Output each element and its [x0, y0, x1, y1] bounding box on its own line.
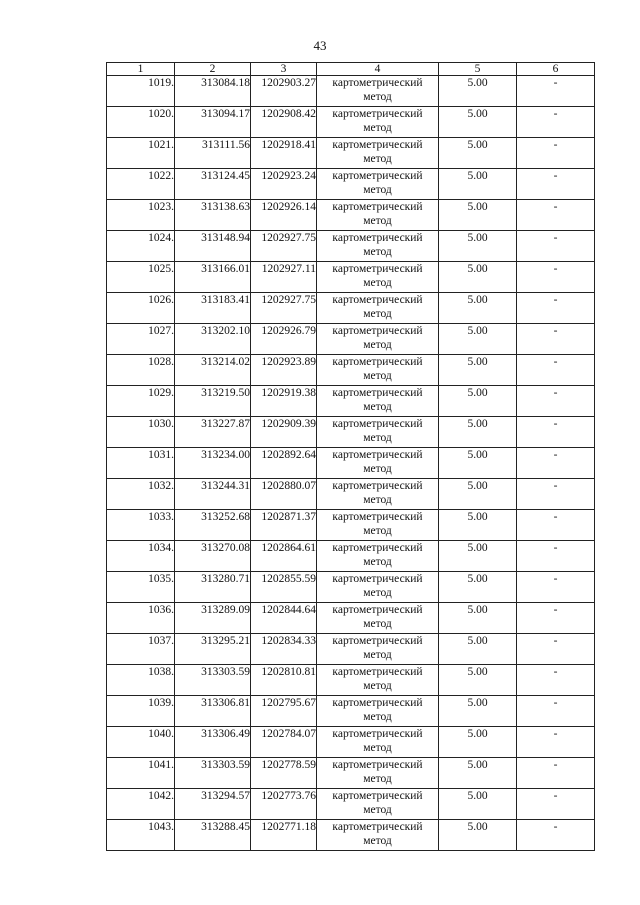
- method-line-1: картометрический: [332, 790, 423, 802]
- x-coordinate-cell: 313306.49: [175, 727, 251, 758]
- method-line-2: метод: [363, 277, 392, 289]
- y-coordinate-cell: 1202927.75: [251, 231, 317, 262]
- column-header-6: 6: [517, 63, 595, 76]
- method-cell: [317, 820, 439, 851]
- y-coordinate-cell: 1202795.67: [251, 696, 317, 727]
- method-line-1: картометрический: [332, 387, 423, 399]
- accuracy-cell: 5.00: [439, 138, 517, 169]
- method-line-2: метод: [363, 370, 392, 382]
- table-row: [107, 789, 595, 820]
- note-cell: -: [517, 138, 595, 169]
- x-coordinate-cell: 313214.02: [175, 355, 251, 386]
- accuracy-cell: 5.00: [439, 169, 517, 200]
- x-coordinate-cell: 313306.81: [175, 696, 251, 727]
- method-line-1: картометрический: [332, 263, 423, 275]
- point-number-cell: 1036.: [107, 603, 175, 634]
- point-number-cell: 1034.: [107, 541, 175, 572]
- note-cell: -: [517, 758, 595, 789]
- note-cell: -: [517, 820, 595, 851]
- page-number: 43: [313, 38, 327, 53]
- method-cell: [317, 758, 439, 789]
- method-line-2: метод: [363, 556, 392, 568]
- method-line-2: метод: [363, 494, 392, 506]
- y-coordinate-cell: 1202784.07: [251, 727, 317, 758]
- note-cell: -: [517, 231, 595, 262]
- y-coordinate-cell: 1202927.75: [251, 293, 317, 324]
- accuracy-cell: 5.00: [439, 355, 517, 386]
- method-cell: [317, 634, 439, 665]
- y-coordinate-cell: 1202892.64: [251, 448, 317, 479]
- method-cell: [317, 138, 439, 169]
- method-line-1: картометрический: [332, 573, 423, 585]
- table-header-row: [107, 63, 595, 76]
- x-coordinate-cell: 313303.59: [175, 758, 251, 789]
- method-line-1: картометрический: [332, 480, 423, 492]
- y-coordinate-cell: 1202880.07: [251, 479, 317, 510]
- method-line-1: картометрический: [332, 356, 423, 368]
- method-cell: [317, 231, 439, 262]
- method-line-1: картометрический: [332, 108, 423, 120]
- note-cell: -: [517, 448, 595, 479]
- point-number-cell: 1033.: [107, 510, 175, 541]
- x-coordinate-cell: 313138.63: [175, 200, 251, 231]
- method-cell: [317, 293, 439, 324]
- method-line-2: метод: [363, 525, 392, 537]
- x-coordinate-cell: 313202.10: [175, 324, 251, 355]
- point-number-cell: 1028.: [107, 355, 175, 386]
- point-number-cell: 1039.: [107, 696, 175, 727]
- method-cell: [317, 169, 439, 200]
- x-coordinate-cell: 313111.56: [175, 138, 251, 169]
- method-line-2: метод: [363, 308, 392, 320]
- table-row: [107, 76, 595, 107]
- note-cell: -: [517, 727, 595, 758]
- method-cell: [317, 262, 439, 293]
- point-number-cell: 1019.: [107, 76, 175, 107]
- point-number-cell: 1037.: [107, 634, 175, 665]
- method-line-1: картометрический: [332, 542, 423, 554]
- y-coordinate-cell: 1202918.41: [251, 138, 317, 169]
- point-number-cell: 1020.: [107, 107, 175, 138]
- x-coordinate-cell: 313280.71: [175, 572, 251, 603]
- note-cell: -: [517, 76, 595, 107]
- coordinates-table: [106, 62, 595, 851]
- accuracy-cell: 5.00: [439, 200, 517, 231]
- table-row: [107, 665, 595, 696]
- table-row: [107, 231, 595, 262]
- method-line-2: метод: [363, 618, 392, 630]
- y-coordinate-cell: 1202923.24: [251, 169, 317, 200]
- method-line-1: картометрический: [332, 201, 423, 213]
- accuracy-cell: 5.00: [439, 820, 517, 851]
- table-row: [107, 727, 595, 758]
- note-cell: -: [517, 634, 595, 665]
- accuracy-cell: 5.00: [439, 727, 517, 758]
- note-cell: -: [517, 324, 595, 355]
- table-row: [107, 355, 595, 386]
- accuracy-cell: 5.00: [439, 262, 517, 293]
- accuracy-cell: 5.00: [439, 541, 517, 572]
- note-cell: -: [517, 665, 595, 696]
- x-coordinate-cell: 313219.50: [175, 386, 251, 417]
- table-row: [107, 324, 595, 355]
- table-row: [107, 572, 595, 603]
- method-line-2: метод: [363, 432, 392, 444]
- method-line-2: метод: [363, 91, 392, 103]
- method-cell: [317, 479, 439, 510]
- y-coordinate-cell: 1202771.18: [251, 820, 317, 851]
- method-line-1: картометрический: [332, 697, 423, 709]
- table-row: [107, 758, 595, 789]
- method-cell: [317, 572, 439, 603]
- method-cell: [317, 603, 439, 634]
- point-number-cell: 1042.: [107, 789, 175, 820]
- x-coordinate-cell: 313227.87: [175, 417, 251, 448]
- note-cell: -: [517, 262, 595, 293]
- method-line-2: метод: [363, 587, 392, 599]
- note-cell: -: [517, 572, 595, 603]
- table-row: [107, 448, 595, 479]
- x-coordinate-cell: 313148.94: [175, 231, 251, 262]
- method-line-1: картометрический: [332, 511, 423, 523]
- accuracy-cell: 5.00: [439, 696, 517, 727]
- x-coordinate-cell: 313288.45: [175, 820, 251, 851]
- note-cell: -: [517, 789, 595, 820]
- method-line-2: метод: [363, 649, 392, 661]
- method-line-2: метод: [363, 184, 392, 196]
- method-line-2: метод: [363, 804, 392, 816]
- table-row: [107, 262, 595, 293]
- method-line-1: картометрический: [332, 139, 423, 151]
- method-line-1: картометрический: [332, 666, 423, 678]
- method-line-1: картометрический: [332, 232, 423, 244]
- point-number-cell: 1041.: [107, 758, 175, 789]
- table-row: [107, 634, 595, 665]
- accuracy-cell: 5.00: [439, 510, 517, 541]
- note-cell: -: [517, 107, 595, 138]
- method-cell: [317, 324, 439, 355]
- y-coordinate-cell: 1202778.59: [251, 758, 317, 789]
- method-line-2: метод: [363, 401, 392, 413]
- table-row: [107, 417, 595, 448]
- x-coordinate-cell: 313270.08: [175, 541, 251, 572]
- note-cell: -: [517, 200, 595, 231]
- x-coordinate-cell: 313303.59: [175, 665, 251, 696]
- column-header-5: 5: [439, 63, 517, 76]
- y-coordinate-cell: 1202919.38: [251, 386, 317, 417]
- method-cell: [317, 665, 439, 696]
- y-coordinate-cell: 1202903.27: [251, 76, 317, 107]
- column-header-2: 2: [175, 63, 251, 76]
- point-number-cell: 1024.: [107, 231, 175, 262]
- method-line-1: картометрический: [332, 604, 423, 616]
- method-line-2: метод: [363, 246, 392, 258]
- table-row: [107, 510, 595, 541]
- point-number-cell: 1022.: [107, 169, 175, 200]
- note-cell: -: [517, 169, 595, 200]
- y-coordinate-cell: 1202834.33: [251, 634, 317, 665]
- accuracy-cell: 5.00: [439, 572, 517, 603]
- y-coordinate-cell: 1202923.89: [251, 355, 317, 386]
- point-number-cell: 1025.: [107, 262, 175, 293]
- point-number-cell: 1040.: [107, 727, 175, 758]
- note-cell: -: [517, 696, 595, 727]
- table-row: [107, 107, 595, 138]
- y-coordinate-cell: 1202810.81: [251, 665, 317, 696]
- x-coordinate-cell: 313252.68: [175, 510, 251, 541]
- method-line-2: метод: [363, 742, 392, 754]
- x-coordinate-cell: 313294.57: [175, 789, 251, 820]
- table-row: [107, 386, 595, 417]
- note-cell: -: [517, 417, 595, 448]
- method-line-2: метод: [363, 680, 392, 692]
- method-cell: [317, 76, 439, 107]
- x-coordinate-cell: 313183.41: [175, 293, 251, 324]
- y-coordinate-cell: 1202927.11: [251, 262, 317, 293]
- method-cell: [317, 448, 439, 479]
- method-cell: [317, 727, 439, 758]
- note-cell: -: [517, 541, 595, 572]
- method-line-2: метод: [363, 215, 392, 227]
- accuracy-cell: 5.00: [439, 603, 517, 634]
- table-row: [107, 293, 595, 324]
- y-coordinate-cell: 1202855.59: [251, 572, 317, 603]
- accuracy-cell: 5.00: [439, 479, 517, 510]
- method-cell: [317, 510, 439, 541]
- method-line-1: картометрический: [332, 728, 423, 740]
- accuracy-cell: 5.00: [439, 324, 517, 355]
- note-cell: -: [517, 510, 595, 541]
- accuracy-cell: 5.00: [439, 76, 517, 107]
- point-number-cell: 1035.: [107, 572, 175, 603]
- method-line-1: картометрический: [332, 759, 423, 771]
- method-line-1: картометрический: [332, 77, 423, 89]
- method-line-2: метод: [363, 122, 392, 134]
- method-cell: [317, 107, 439, 138]
- point-number-cell: 1027.: [107, 324, 175, 355]
- method-line-2: метод: [363, 153, 392, 165]
- point-number-cell: 1026.: [107, 293, 175, 324]
- y-coordinate-cell: 1202909.39: [251, 417, 317, 448]
- accuracy-cell: 5.00: [439, 231, 517, 262]
- table-row: [107, 603, 595, 634]
- table-row: [107, 820, 595, 851]
- method-line-2: метод: [363, 463, 392, 475]
- y-coordinate-cell: 1202908.42: [251, 107, 317, 138]
- accuracy-cell: 5.00: [439, 448, 517, 479]
- method-line-1: картометрический: [332, 325, 423, 337]
- accuracy-cell: 5.00: [439, 665, 517, 696]
- method-cell: [317, 200, 439, 231]
- method-line-2: метод: [363, 773, 392, 785]
- x-coordinate-cell: 313234.00: [175, 448, 251, 479]
- column-header-1: 1: [107, 63, 175, 76]
- x-coordinate-cell: 313124.45: [175, 169, 251, 200]
- note-cell: -: [517, 479, 595, 510]
- point-number-cell: 1021.: [107, 138, 175, 169]
- point-number-cell: 1030.: [107, 417, 175, 448]
- table-row: [107, 169, 595, 200]
- column-header-3: 3: [251, 63, 317, 76]
- point-number-cell: 1043.: [107, 820, 175, 851]
- table-row: [107, 696, 595, 727]
- x-coordinate-cell: 313084.18: [175, 76, 251, 107]
- y-coordinate-cell: 1202926.79: [251, 324, 317, 355]
- table-row: [107, 479, 595, 510]
- y-coordinate-cell: 1202926.14: [251, 200, 317, 231]
- method-line-1: картометрический: [332, 170, 423, 182]
- method-line-1: картометрический: [332, 294, 423, 306]
- accuracy-cell: 5.00: [439, 386, 517, 417]
- table-row: [107, 200, 595, 231]
- accuracy-cell: 5.00: [439, 758, 517, 789]
- note-cell: -: [517, 355, 595, 386]
- x-coordinate-cell: 313295.21: [175, 634, 251, 665]
- method-line-1: картометрический: [332, 821, 423, 833]
- accuracy-cell: 5.00: [439, 107, 517, 138]
- note-cell: -: [517, 293, 595, 324]
- point-number-cell: 1038.: [107, 665, 175, 696]
- method-line-1: картометрический: [332, 418, 423, 430]
- note-cell: -: [517, 603, 595, 634]
- method-cell: [317, 417, 439, 448]
- y-coordinate-cell: 1202864.61: [251, 541, 317, 572]
- method-line-1: картометрический: [332, 449, 423, 461]
- y-coordinate-cell: 1202871.37: [251, 510, 317, 541]
- method-line-2: метод: [363, 711, 392, 723]
- x-coordinate-cell: 313244.31: [175, 479, 251, 510]
- x-coordinate-cell: 313166.01: [175, 262, 251, 293]
- accuracy-cell: 5.00: [439, 293, 517, 324]
- x-coordinate-cell: 313094.17: [175, 107, 251, 138]
- method-cell: [317, 541, 439, 572]
- table-body: [107, 76, 595, 851]
- column-header-4: 4: [317, 63, 439, 76]
- method-cell: [317, 789, 439, 820]
- point-number-cell: 1023.: [107, 200, 175, 231]
- method-cell: [317, 696, 439, 727]
- accuracy-cell: 5.00: [439, 634, 517, 665]
- method-line-2: метод: [363, 339, 392, 351]
- point-number-cell: 1029.: [107, 386, 175, 417]
- method-cell: [317, 386, 439, 417]
- note-cell: -: [517, 386, 595, 417]
- point-number-cell: 1031.: [107, 448, 175, 479]
- y-coordinate-cell: 1202844.64: [251, 603, 317, 634]
- y-coordinate-cell: 1202773.76: [251, 789, 317, 820]
- accuracy-cell: 5.00: [439, 789, 517, 820]
- x-coordinate-cell: 313289.09: [175, 603, 251, 634]
- point-number-cell: 1032.: [107, 479, 175, 510]
- method-cell: [317, 355, 439, 386]
- table-row: [107, 138, 595, 169]
- accuracy-cell: 5.00: [439, 417, 517, 448]
- table-row: [107, 541, 595, 572]
- method-line-2: метод: [363, 835, 392, 847]
- method-line-1: картометрический: [332, 635, 423, 647]
